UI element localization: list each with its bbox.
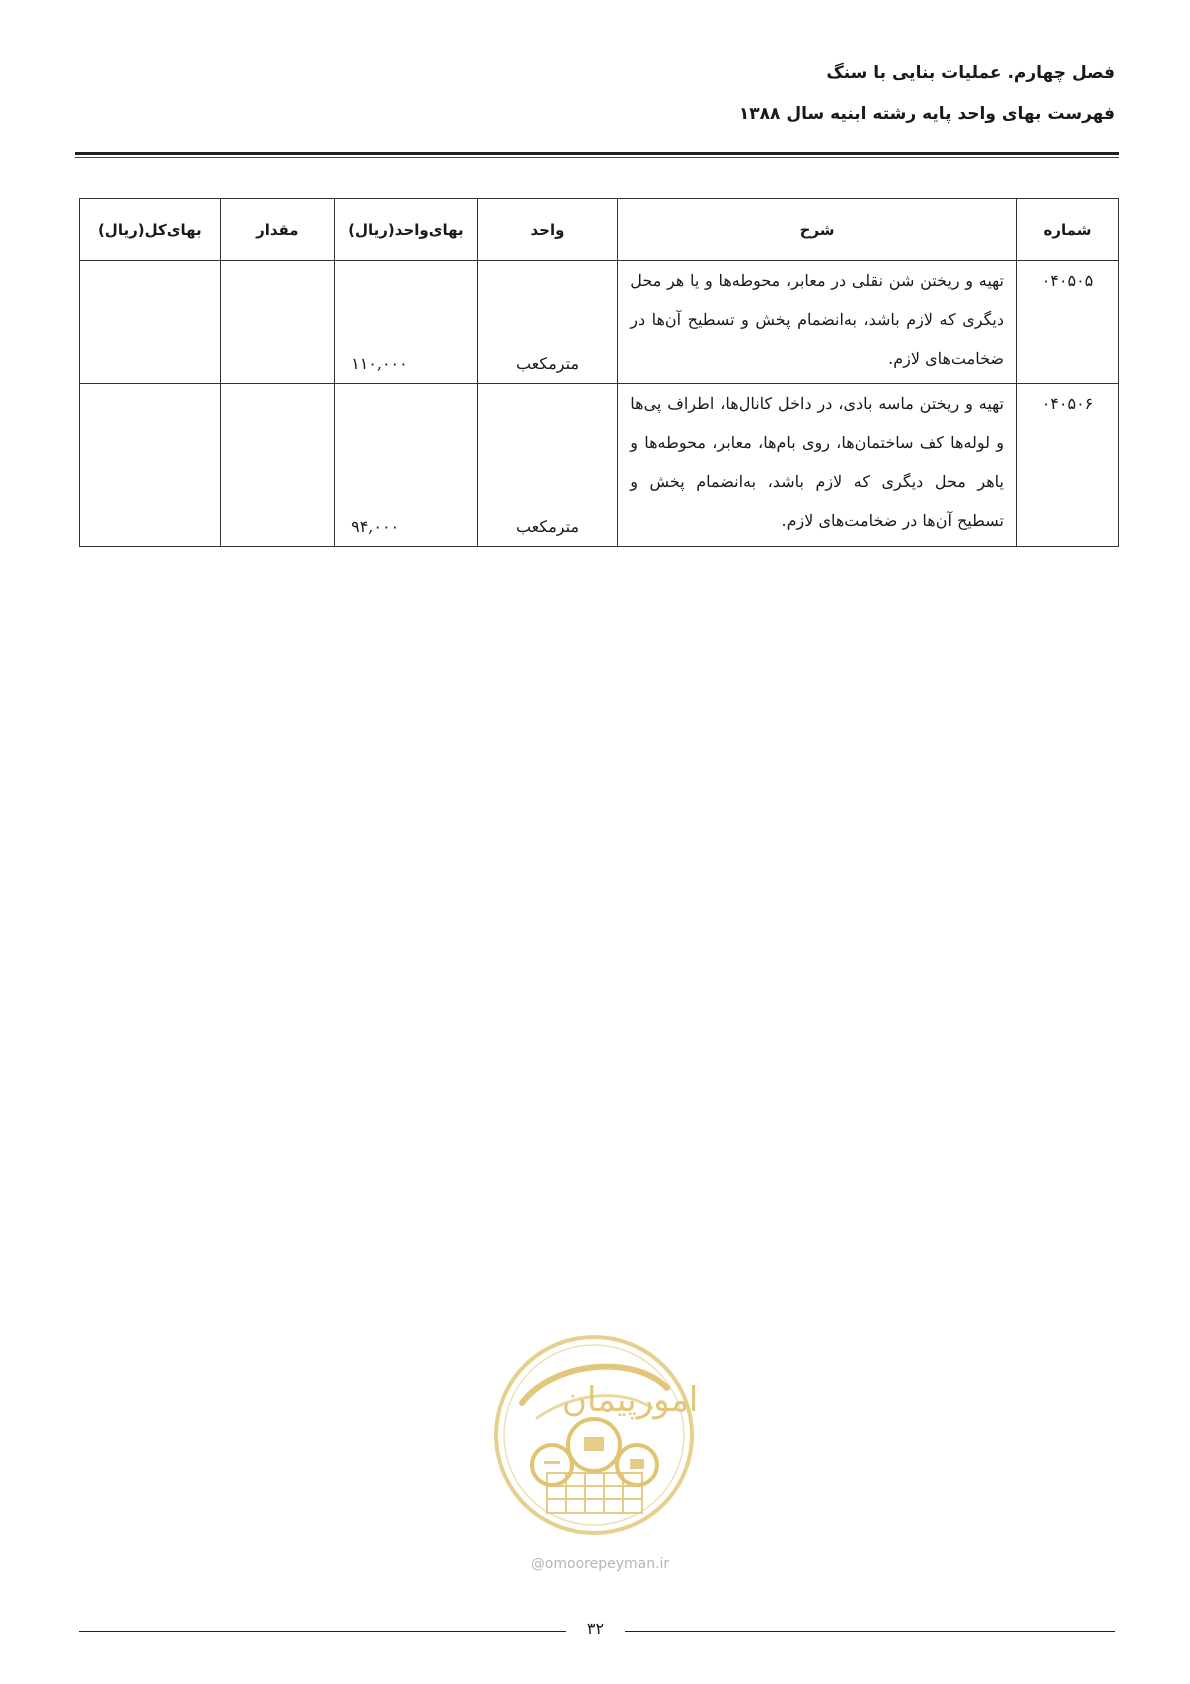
- item-number: ۰۴۰۵۰۶: [1016, 384, 1118, 547]
- watermark-caption: @omoorepeyman.ir: [530, 1556, 670, 1572]
- item-quantity: [220, 261, 335, 384]
- page-number: ۳۲: [586, 1619, 605, 1638]
- header-rule-thin: [75, 157, 1119, 158]
- col-unit: واحد: [477, 199, 618, 261]
- chapter-title: فصل چهارم. عملیات بنایی با سنگ: [826, 63, 1115, 83]
- table-row: [80, 261, 1119, 384]
- price-table: [79, 198, 1119, 547]
- watermark-logo-text: امورپیمان: [562, 1380, 697, 1420]
- footer-rule-left: [79, 1631, 566, 1632]
- item-unit-price: ۱۱۰,۰۰۰: [335, 261, 478, 384]
- page-header: [739, 62, 1115, 144]
- col-number: شماره: [1016, 199, 1118, 261]
- header-rule: [75, 152, 1119, 155]
- col-quantity: مقدار: [220, 199, 335, 261]
- table-row: [80, 384, 1119, 547]
- item-unit-price: ۹۴,۰۰۰: [335, 384, 478, 547]
- col-description: شرح: [618, 199, 1017, 261]
- watermark-logo: [492, 1333, 697, 1538]
- item-unit: مترمکعب: [477, 261, 618, 384]
- footer-rule-right: [625, 1631, 1115, 1632]
- col-unit-price: بهای‌واحد(ریال): [335, 199, 478, 261]
- item-description: تهیه و ریختن ماسه بادی، در داخل کانال‌ها، اطراف پی‌ها و لوله‌ها کف ساختمان‌ها، روی بام‌ها، معابر، محوطه‌ها و یاهر محل دیگری که لازم باشد، به‌انضمام پخش و تسطیح آن‌ها در ضخامت‌های لازم.: [618, 384, 1017, 547]
- item-description: تهیه و ریختن شن نقلی در معابر، محوطه‌ها و یا هر محل دیگری که لازم باشد، به‌انضمام پخش و تسطیح آن‌ها در ضخامت‌های لازم.: [618, 261, 1017, 384]
- item-total-price: [80, 384, 221, 547]
- table-header-row: [80, 199, 1119, 261]
- catalog-title: فهرست بهای واحد پایه رشته ابنیه سال ۱۳۸۸: [738, 104, 1115, 124]
- item-total-price: [80, 261, 221, 384]
- col-total-price: بهای‌کل(ریال): [80, 199, 221, 261]
- item-unit: مترمکعب: [477, 384, 618, 547]
- item-quantity: [220, 384, 335, 547]
- watermark-logo-icon: [492, 1333, 697, 1538]
- item-number: ۰۴۰۵۰۵: [1016, 261, 1118, 384]
